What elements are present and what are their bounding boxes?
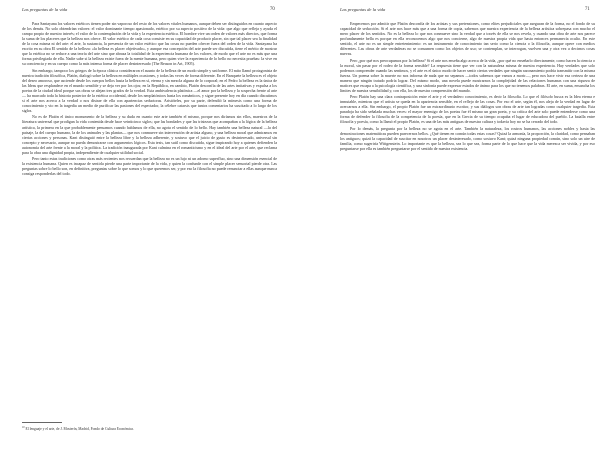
paragraph: Pero ¿por qué nos preocupamos por la belleza? Si el arte nos enseña algo acerca de la vida, ¿por qué no enseñarlo directamente, como hacen la ciencia o la moral, sin pasar por el rodeo de la forma sensible? La respuesta tiene que ver con la naturaleza misma de nuestra experiencia. Hay verdades que solo podemos comprender cuando las sentimos, y el arte es el único modo de hacer sentir ciertas verdades que ningún razonamiento podría transmitir con la misma fuerza. Un poema sobre la muerte no nos informa de nada que no sepamos —todos sabemos que vamos a morir—, pero nos hace vivir esa certeza de una manera que ningún tratado podría lograr. Del mismo modo, una novela puede mostrarnos la complejidad de las relaciones humanas con una riqueza de matices que escapa a la psicología científica, y una sinfonía puede expresar estados de ánimo para los que no tenemos palabras. El arte, en suma, ensancha los límites de nuestra sensibilidad y, con ella, los de nuestra comprensión del mundo. bbox=[340, 57, 595, 93]
running-head-right: Las preguntas de la vida bbox=[340, 7, 386, 12]
paragraph: Pero Platón hay una clara contraposición entre el arte y el verdadero conocimiento, es decir la filosofía. Lo que el filósofo busca es la Idea eterna e inmutable, mientras que el artista se queda en la apariencia sensible, en el reflejo de las cosas. Por eso el arte, según él, nos aleja de la verdad en lugar de acercarnos a ella. Sin embargo, el propio Platón fue un extraordinario escritor, y sus diálogos son obras de arte tan logradas como cualquier tragedia. Esta paradoja ha sido señalada muchas veces: el mayor enemigo de los poetas fue él mismo un gran poeta, y su crítica del arte solo puede entenderse como una forma de defender la filosofía de la competencia de la poesía, que en la Grecia de su tiempo ocupaba el lugar de educadora del pueblo. La batalla entre filosofía y poesía, como la llamó el propio Platón, es una de las más antiguas de nuestra cultura y todavía hoy no se ha cerrado del todo. bbox=[340, 94, 595, 125]
paragraph: No es de Platón el único monumento de la belleza y su duda en cuanto este arte también el mismo, porque nos diríamos sin ellos, maestros de la literatura universal que prodigan la vida contenida desde hace veinticinco siglos; que las bondades y que las tristezas que acompañan a la lógica de la belleza artística, la primera en la que probablemente pensamos cuando hablamos de ella, no agota el sentido de lo bello. Hay también una belleza natural —la del paisaje, la del cuerpo humano, la de los animales y las plantas— que nos conmueve sin intervención de artista alguno, y una belleza moral que admiramos en ciertas acciones y personas. Kant distinguió entre la belleza libre y la belleza adherente, y sostuvo que el juicio de gusto es desinteresado, universal sin concepto y necesario, aunque no pueda demostrarse con argumentos lógicos. Esta tesis, tan sutil como discutida, sigue inspirando hoy a quienes defienden la autonomía del arte frente a la moral y la política. La tradición inaugurada por Kant culmina en el romanticismo y en el ideal del arte por el arte, que reclama para la obra una dignidad propia, independiente de cualquier utilidad social. bbox=[22, 114, 277, 155]
page-number-left: 70 bbox=[270, 7, 275, 12]
footnote-text: El lenguaje y el arte, de J. Mosterín, Madrid, Fondo de Cultura Económica. bbox=[25, 427, 134, 432]
footnote-rule bbox=[22, 422, 62, 423]
paragraph: Sin embargo, tampoco los griegos de la época clásica consideraron el asunto de la belleza de un modo simple y uniforme. El mito llamó protagonista de nuestra tradición filosófica, Platón, dialogó sobre la belleza en múltiples ocasiones, y todas las veces de forma diferente. En el Banquete la belleza es el objeto del deseo amoroso, que asciende desde los cuerpos bellos hasta la belleza en sí, eterna y sin mezcla alguna de lo corporal; en el Fedro la belleza es la única de las Ideas que resplandece en el mundo sensible y se deja ver por los ojos; en la República, en cambio, Platón desconfía de las artes imitativas y expulsa a los poetas de la ciudad ideal porque sus obras se alejan tres grados de la verdad. Esta ambivalencia platónica —el amor por la belleza y la sospecha frente al arte— ha marcado toda la historia posterior de la estética occidental, desde los neoplatónicos hasta los románticos, y sigue presente hoy en día cuando discutimos si el arte nos acerca a la verdad o nos distrae de ella con apariencias seductoras. Aristóteles, por su parte, defendió la mímesis como una forma de conocimiento y vio en la tragedia un medio de purificar las pasiones del espectador, la célebre catarsis que tantos comentarios ha suscitado a lo largo de los siglos. bbox=[22, 67, 277, 113]
right-page bbox=[300, 0, 600, 458]
body-text-left bbox=[22, 21, 277, 176]
body-text-right bbox=[340, 21, 595, 151]
paragraph: Pero tanto estas tradiciones como otras más recientes nos recuerdan que la belleza no es un lujo ni un adorno superfluo, sino una dimensión esencial de la existencia humana. Quien es incapaz de sentirla pierde una parte importante de la vida, y quien la confunde con el simple placer sensorial pierde otra. Las preguntas sobre lo bello son, en definitiva, preguntas sobre lo que somos y lo que queremos ser, y por eso la filosofía no puede renunciar a ellas aunque nunca consiga responderlas del todo. bbox=[22, 156, 277, 177]
footnote-marker: 10 bbox=[22, 426, 25, 429]
page-number-right: 71 bbox=[585, 7, 590, 12]
paragraph: Empecemos por admitir que Platón desconfía de los artistas y sus pretensiones, como elites perjudiciales que aseguran de la forma, no el fondo de su capacidad de seducción. Si el arte nos hace más que a una forma de copia, sabemos que nuestra experiencia de la belleza artística sobrepasa con mucho el mero placer de los sentidos. No es la belleza lo que nos conmueve sino la verdad que a través de ella se nos revela, y cuando una obra de arte nos parece profundamente bella es porque en ella reconocemos algo que nos concierne, algo de nuestra propia vida que hasta entonces permanecía oculto. En este sentido, el arte no es un simple entretenimiento: es un instrumento de conocimiento tan serio como la ciencia o la filosofía, aunque opere con medios diferentes. Las obras de arte verdaderas no se consumen como los objetos de uso; se contemplan, se interrogan, vuelven una y otra vez a decirnos cosas nuevas. bbox=[340, 21, 595, 57]
running-head-left: Las preguntas de la vida bbox=[22, 7, 68, 12]
paragraph: Por lo demás, la pregunta por la belleza no se agota en el arte. También la naturaleza, los rostros humanos, las acciones nobles y hasta las demostraciones matemáticas pueden parecernos bellos. ¿Qué tienen en común todas estas cosas? Quizá la armonía, la proporción, la claridad, como pensaban los antiguos; quizá la capacidad de suscitar en nosotros un placer desinteresado, como sostuvo Kant; quizá ninguna propiedad común, sino solo un aire de familia, como sugeriría Wittgenstein. Lo importante es que la belleza, sea lo que sea, forma parte de lo que hace que la vida merezca ser vivida, y por eso preguntarse por ella es también preguntarse por el sentido de nuestra existencia. bbox=[340, 126, 595, 152]
paragraph: Para Santayana los valores estéticos tienen poder sin vaporoso del resto de los valores vitales humanos, aunque deben ser distinguidos en cuanto aspecto de los demás. No solo obtendrían valores: el valor dominante tiempo apasionado, estético por su aspecto positivo de la vida: que algo que refleja y ayuda el campo propio de nuestro interés; el valor de la contemplación de la vida y la experiencia estética. El hombre vive un orden de valores más directos, que forma la suma de los placeres que la belleza nos ofrece. El valor estético de cada cosa consiste en su capacidad de producir placer, sin que tal placer sea la finalidad de la cosa misma ni del arte: el arte, la sustancia, la presencia de un valor estético que las cosas no pueden ofrecer fuera del orden de la vida. Santayana ha escrito en su obra El sentido de la belleza: «la belleza es placer objetivado», y aunque esa concepción del arte puede ser discutida, tiene el mérito de mostrar que la estética no se reduce a una teoría del arte sino que abraza la totalidad de la experiencia humana de los valores, de modo que el arte no es más que una forma privilegiada de ella. Nadie sabe si la belleza existe fuera de la mente humana, pero quien vive la experiencia de lo bello no necesita pruebas: la vive en su conciencia y en su cuerpo como la más intensa forma de placer desinteresado (The Reason in Art, 1905). bbox=[22, 21, 278, 67]
footnote bbox=[22, 426, 277, 432]
